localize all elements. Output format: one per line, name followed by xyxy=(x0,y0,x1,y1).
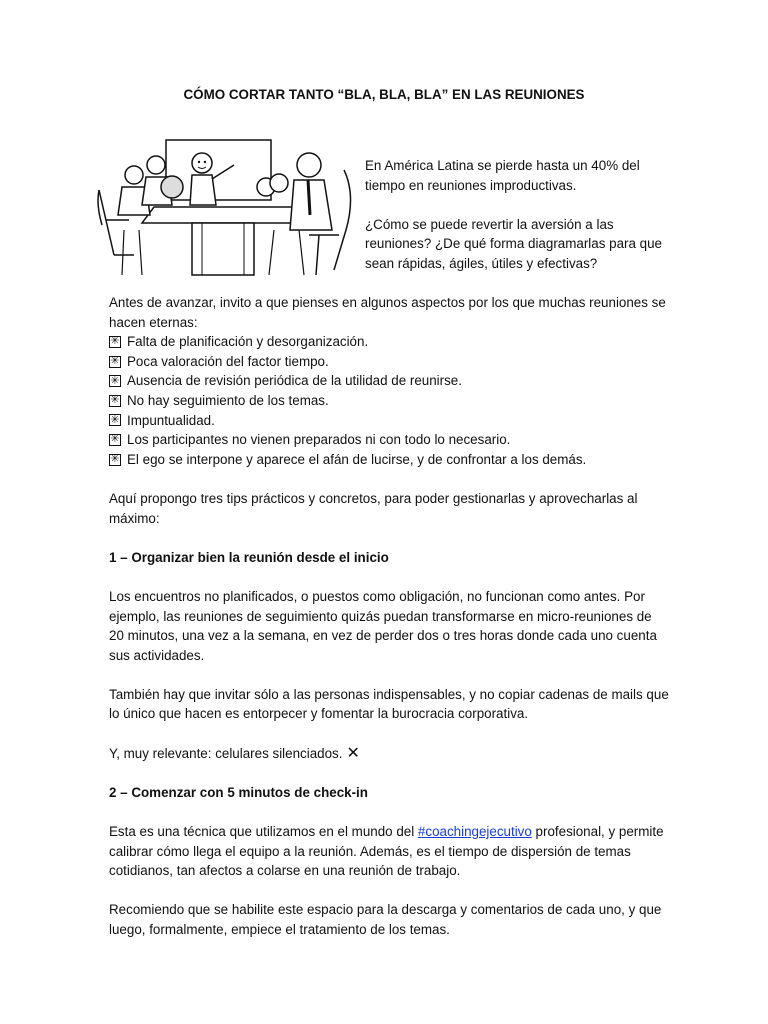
meeting-illustration xyxy=(94,135,356,280)
list-item: ✳ Falta de planificación y desorganización. xyxy=(110,334,369,350)
tip2-paragraph: Recomiendo que se habilite este espacio para la descarga y comentarios de cada uno, y que luego, formalmente, empiece el tratamiento de los temas. xyxy=(109,902,662,937)
list-item: ✳ Poca valoración del factor tiempo. xyxy=(110,353,329,369)
tip2-paragraph: Esta es una técnica que utilizamos en el mundo del #coachingejecutivo profesional, y permite calibrar cómo llega el equipo a la reunión. Además, es el tiempo de dispersión de temas cotidianos, tan afectos a colarse en una reunión de trabajo. xyxy=(109,824,664,879)
asterisk-box-icon: ✳ xyxy=(110,355,120,368)
intro-paragraph: En América Latina se pierde hasta un 40% del tiempo en reuniones improductivas. xyxy=(365,158,640,193)
tip1-paragraph-phones: Y, muy relevante: celulares silenciados. ✕ xyxy=(109,744,360,762)
intro-section xyxy=(365,156,665,293)
list-item: ✳ No hay seguimiento de los temas. xyxy=(110,392,329,408)
asterisk-box-icon: ✳ xyxy=(110,335,120,348)
document-body xyxy=(109,293,669,959)
intro-paragraph: ¿Cómo se puede revertir la aversión a las reuniones? ¿De qué forma diagramarlas para que sean rápidas, ágiles, útiles y efectivas? xyxy=(365,216,662,271)
asterisk-box-icon: ✳ xyxy=(110,374,120,387)
asterisk-box-icon: ✳ xyxy=(110,433,120,446)
list-item: ✳ El ego se interpone y aparece el afán de lucirse, y de confrontar a los demás. xyxy=(110,451,587,467)
aspects-list xyxy=(109,332,669,469)
tips-intro: Aquí propongo tres tips prácticos y concretos, para poder gestionarlas y aprovecharlas al máximo: xyxy=(109,490,638,526)
tip1-heading: 1 – Organizar bien la reunión desde el inicio xyxy=(109,549,389,565)
list-item: ✳ Los participantes no vienen preparados ni con todo lo necesario. xyxy=(110,432,511,448)
asterisk-box-icon: ✳ xyxy=(110,413,120,426)
aspects-intro: Antes de avanzar, invito a que pienses en algunos aspectos por los que muchas reuniones se hacen eternas: xyxy=(109,295,666,330)
list-item: ✳ Impuntualidad. xyxy=(110,412,215,428)
asterisk-box-icon: ✳ xyxy=(110,394,120,407)
list-item: ✳ Ausencia de revisión periódica de la utilidad de reunirse. xyxy=(110,373,462,389)
tip2-heading: 2 – Comenzar con 5 minutos de check-in xyxy=(109,784,368,800)
x-mark-icon: ✕ xyxy=(346,744,360,762)
asterisk-box-icon: ✳ xyxy=(110,453,120,466)
coaching-hashtag-link[interactable]: #coachingejecutivo xyxy=(417,824,532,840)
tip1-paragraph: También hay que invitar sólo a las personas indispensables, y no copiar cadenas de mails que lo único que hacen es entorpecer y fomentar la burocracia corporativa. xyxy=(109,686,669,722)
tip1-paragraph: Los encuentros no planificados, o puestos como obligación, no funcionan como antes. Por ejemplo, las reuniones de seguimiento quizás puedan transformarse en micro-reuniones de 20 minutos, una vez a la semana, en vez de perder dos o tres horas donde cada uno cuenta sus actividades. xyxy=(109,588,657,663)
document-title: CÓMO CORTAR TANTO “BLA, BLA, BLA” EN LAS REUNIONES xyxy=(183,87,585,102)
